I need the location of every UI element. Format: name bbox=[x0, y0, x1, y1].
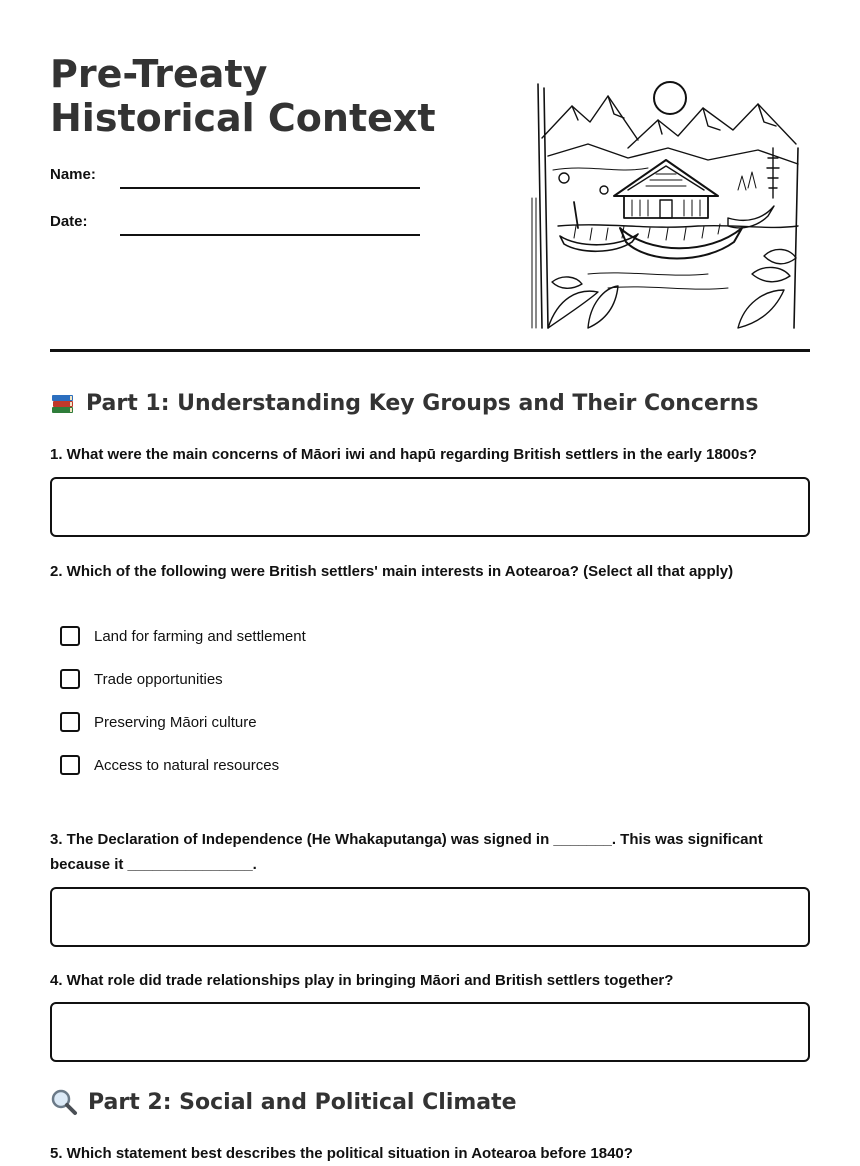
date-label: Date: bbox=[50, 213, 88, 230]
marae-lake-illustration bbox=[528, 78, 811, 332]
part2-heading: Part 2: Social and Political Climate bbox=[50, 1088, 517, 1116]
magnifier-icon bbox=[50, 1088, 78, 1116]
answer-box-4[interactable] bbox=[50, 1002, 810, 1062]
checkbox[interactable] bbox=[60, 712, 80, 732]
name-field[interactable] bbox=[120, 187, 420, 189]
date-field[interactable] bbox=[120, 234, 420, 236]
checkbox[interactable] bbox=[60, 755, 80, 775]
answer-box-3[interactable] bbox=[50, 887, 810, 947]
page-title: Pre-Treaty Historical Context bbox=[50, 52, 436, 140]
part1-heading: Part 1: Understanding Key Groups and Their Concerns bbox=[50, 390, 759, 416]
header-divider bbox=[50, 349, 810, 352]
name-label: Name: bbox=[50, 166, 96, 183]
question-1: 1. What were the main concerns of Māori iwi and hapū regarding British settlers in the early 1800s? bbox=[50, 446, 757, 463]
option-resources[interactable]: Access to natural resources bbox=[60, 755, 279, 775]
question-5: 5. Which statement best describes the political situation in Aotearoa before 1840? bbox=[50, 1145, 633, 1162]
checkbox[interactable] bbox=[60, 669, 80, 689]
question-2: 2. Which of the following were British settlers' main interests in Aotearoa? (Select all that apply) bbox=[50, 563, 734, 580]
option-land[interactable]: Land for farming and settlement bbox=[60, 626, 306, 646]
books-icon bbox=[50, 390, 76, 416]
option-culture[interactable]: Preserving Māori culture bbox=[60, 712, 257, 732]
question-3: 3. The Declaration of Independence (He Whakaputanga) was signed in _______. This was significant because it _______________. bbox=[50, 831, 763, 873]
checkbox[interactable] bbox=[60, 626, 80, 646]
question-4: 4. What role did trade relationships play in bringing Māori and British settlers together? bbox=[50, 972, 674, 989]
answer-box-1[interactable] bbox=[50, 477, 810, 537]
option-trade[interactable]: Trade opportunities bbox=[60, 669, 223, 689]
